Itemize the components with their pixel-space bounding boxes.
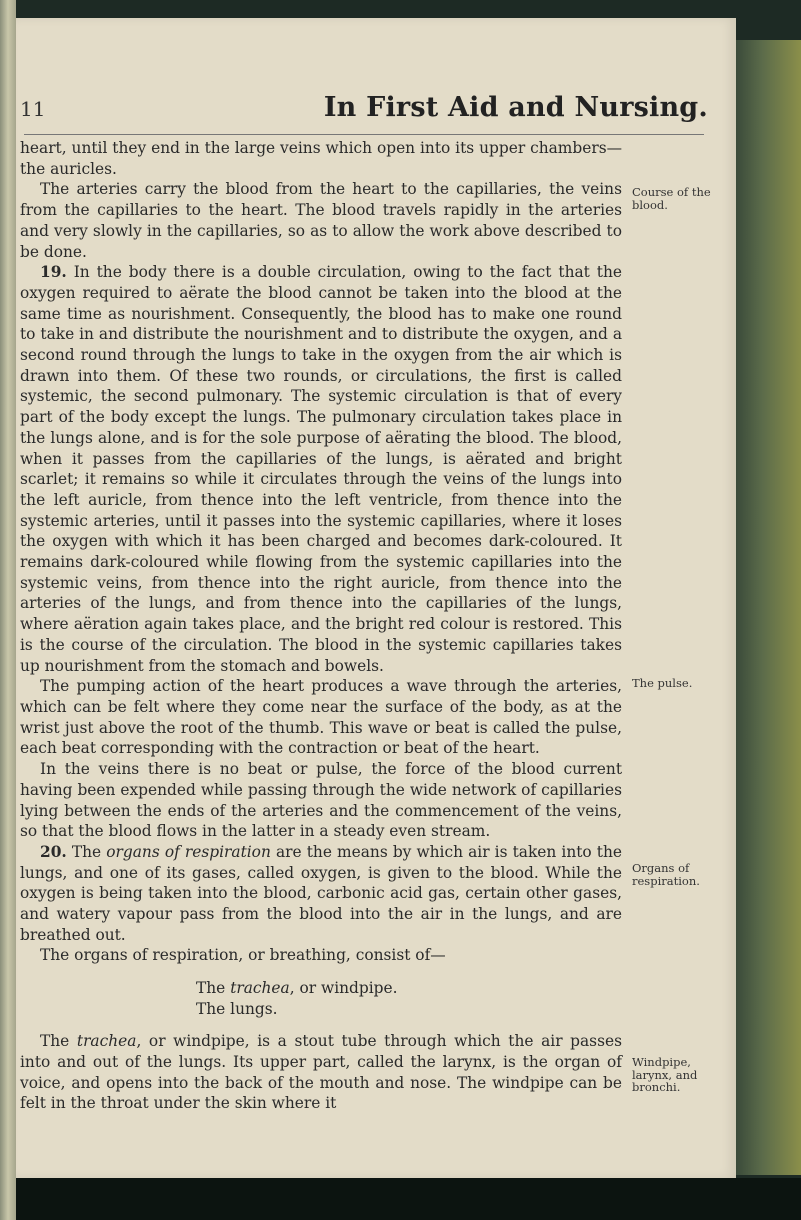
organ-list <box>196 978 622 1019</box>
section-number: 20. <box>40 842 67 861</box>
emphasis: organs of respiration <box>106 842 271 861</box>
list-item: The lungs. <box>196 999 278 1018</box>
paragraph: heart, until they end in the large veins which open into its upper chambers—the auricles. <box>20 139 622 178</box>
book-cover-edge <box>736 40 801 1175</box>
paragraph: The pumping action of the heart produces a wave through the arteries, which can be felt where they come near the surface of the body, as at the wrist just above the root of the thumb. This wave or beat is called the pulse, each beat corresponding with the contraction or beat of the heart. <box>20 677 622 758</box>
paragraph <box>20 1031 622 1114</box>
book-bottom-edge <box>16 1178 801 1220</box>
paragraph: The arteries carry the blood from the heart to the capillaries, the veins from the capillaries to the heart. The blood travels rapidly in the arteries and very slowly in the capillaries, so as to allow the work above described to be done. <box>20 180 622 261</box>
emphasis: trachea <box>230 979 290 998</box>
page-number: 11 <box>20 97 46 121</box>
paragraph-text: The <box>66 842 107 861</box>
margin-note-course: Course of the blood. <box>632 185 711 212</box>
header-rule <box>24 134 704 135</box>
page-header <box>20 92 708 128</box>
running-head: In First Aid and Nursing. <box>323 92 708 123</box>
book-binding-left <box>0 0 16 1220</box>
paragraph: In the veins there is no beat or pulse, the force of the blood current having been expended while passing through the wide network of capillaries lying between the ends of the arteries and the commencement of the veins, so that the blood flows in the latter in a steady even stream. <box>20 760 622 841</box>
section-number: 19. <box>40 263 67 282</box>
paragraph: The organs of respiration, or breathing, consist of— <box>40 946 446 965</box>
margin-note-respiration: Organs of respiration. <box>632 861 700 888</box>
list-item <box>196 978 622 999</box>
list-text: The <box>196 979 231 998</box>
margin-note-windpipe: Windpipe, larynx, and bronchi. <box>632 1055 698 1094</box>
body-text <box>20 138 622 1114</box>
paragraph-text: In the body there is a double circulation, owing to the fact that the oxygen required to aërate the blood cannot be taken into the blood at the same time as nourishment. Consequently, the blood has to make one round to take in and distribute the nourishment and to distribute the oxygen, and a second round through the lungs to take in the oxygen from the air which is drawn into them. Of these two rounds, or circulations, the first is called systemic, the second pulmonary. The systemic circulation is that of every part of the body except the lungs. The pulmonary circulation takes place in the lungs alone, and is for the sole purpose of aërating the blood. The blood, when it passes from the capillaries of the lungs, is aërated and bright scarlet; it remains so while it circulates through the veins of the lungs into the left auricle, from thence into the left ventricle, from thence into the systemic arteries, until it passes into the systemic capillaries, where it loses the oxygen with which it has been charged and becomes dark-coloured. It remains dark-coloured while flowing from the systemic capillaries into the systemic veins, from thence into the right auricle, from thence into the arteries of the lungs, and from thence into the capillaries of the lungs, where aëration again takes place, and the bright red colour is restored. This is the course of the circulation. The blood in the systemic capillaries takes up nourishment from the stomach and bowels. <box>20 263 622 675</box>
paragraph <box>20 842 622 946</box>
paragraph-text: , or windpipe, is a stout tube through which the air passes into and out of the lungs. Its upper part, called the larynx, is the organ of voice, and opens into the back of the mouth and nose. The windpipe can be felt in the throat under the skin where it <box>20 1032 622 1113</box>
margin-note-pulse: The pulse. <box>632 676 693 690</box>
paragraph-text: are the means by which air is taken into the lungs, and one of its gases, called oxygen, is given to the blood. While the oxygen is being taken into the blood, carbonic acid gas, certain other gases, and watery vapour pass from the blood into the air in the lungs, and are breathed out. <box>20 842 622 944</box>
paragraph-text: The <box>40 1032 77 1051</box>
emphasis: trachea <box>76 1032 137 1051</box>
paragraph <box>20 262 622 676</box>
list-text: , or windpipe. <box>289 979 398 998</box>
